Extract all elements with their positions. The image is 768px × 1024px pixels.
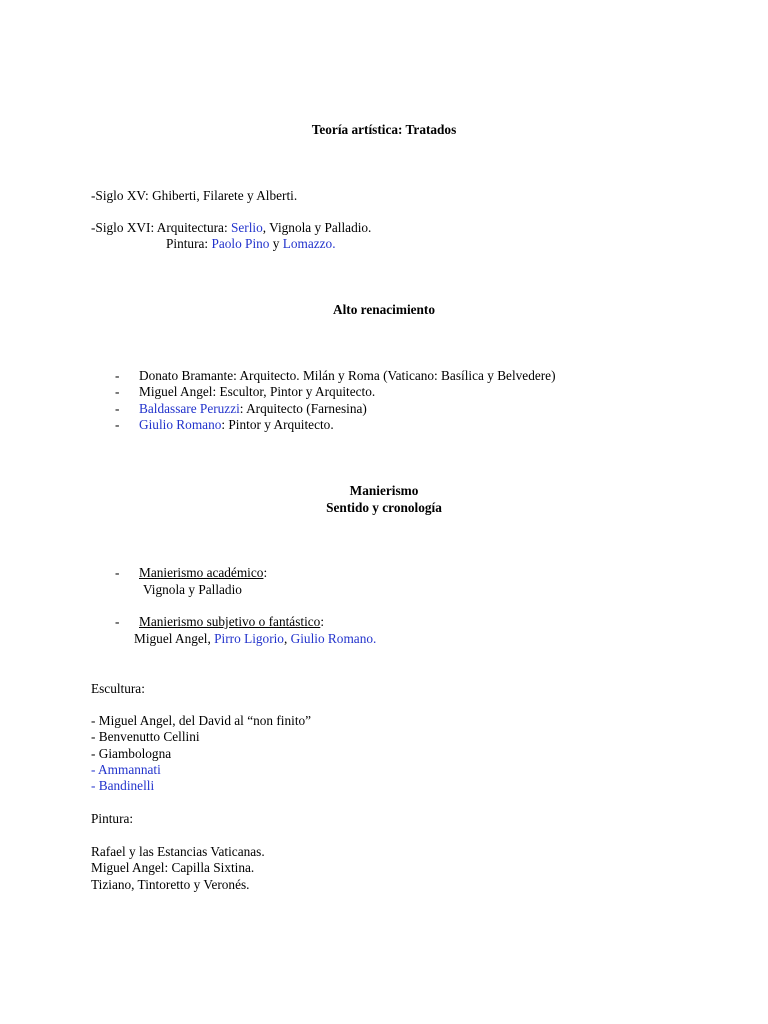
- pintura-heading: Pintura:: [91, 811, 134, 826]
- dash: -: [91, 762, 99, 777]
- bullet-dash: -: [115, 401, 120, 416]
- giulio-romano-desc: : Pintor y Arquitecto.: [221, 417, 334, 432]
- manierismo-academico-label: Manierismo académico: [139, 565, 264, 580]
- escultura-item-cellini: - Benvenutto Cellini: [91, 729, 200, 744]
- ammannati-link: Ammannati: [98, 762, 161, 777]
- pintura-prefix: Pintura:: [166, 236, 212, 251]
- list-item-bramante: Donato Bramante: Arquitecto. Milán y Roma (Vaticano: Basílica y Belvedere): [139, 368, 556, 383]
- escultura-heading: Escultura:: [91, 681, 145, 696]
- pintura-tratados-line: [166, 236, 336, 252]
- dash: -: [91, 778, 99, 793]
- list-item-peruzzi: [139, 401, 367, 417]
- subheading-sentido-cronologia: Sentido y cronología: [326, 500, 442, 515]
- manierismo-subjetivo-label: Manierismo subjetivo o fantástico: [139, 614, 321, 629]
- list-item-manierismo-subjetivo: [139, 614, 324, 630]
- pintura-line-miguel-angel: Miguel Angel: Capilla Sixtina.: [91, 860, 255, 875]
- giulio-romano-link: Giulio Romano: [139, 417, 222, 432]
- bandinelli-link: Bandinelli: [98, 778, 155, 793]
- paolo-pino-link: Paolo Pino: [211, 236, 270, 251]
- pintura-line-tiziano: Tiziano, Tintoretto y Veronés.: [91, 877, 250, 892]
- siglo-xvi-line: [91, 220, 371, 236]
- subjetivo-names: [134, 631, 376, 647]
- escultura-item-bandinelli: [91, 778, 154, 794]
- escultura-item-miguel-angel: - Miguel Angel, del David al “non finito”: [91, 713, 312, 728]
- peruzzi-desc: : Arquitecto (Farnesina): [239, 401, 367, 416]
- y-connector: y: [269, 236, 283, 251]
- siglo-xvi-prefix: -Siglo XVI: Arquitectura:: [91, 220, 231, 235]
- lomazzo-link: Lomazzo: [282, 236, 333, 251]
- list-item-miguel-angel: Miguel Angel: Escultor, Pintor y Arquitecto.: [139, 384, 376, 399]
- colon: :: [320, 614, 325, 629]
- colon: :: [263, 565, 268, 580]
- subjetivo-prefix: Miguel Angel,: [134, 631, 215, 646]
- heading-manierismo: Manierismo: [349, 483, 419, 498]
- escultura-item-ammannati: [91, 762, 161, 778]
- bullet-dash: -: [115, 417, 120, 432]
- escultura-item-giambologna: - Giambologna: [91, 746, 172, 761]
- siglo-xv-line: -Siglo XV: Ghiberti, Filarete y Alberti.: [91, 188, 298, 203]
- comma: ,: [283, 631, 291, 646]
- giulio-romano-link-2: Giulio Romano: [290, 631, 373, 646]
- heading-tratados: Teoría artística: Tratados: [311, 122, 457, 137]
- list-item-manierismo-academico: [139, 565, 267, 581]
- serlio-link: Serlio: [230, 220, 263, 235]
- bullet-dash: -: [115, 368, 120, 383]
- bullet-dash: -: [115, 614, 120, 629]
- pirro-ligorio-link: Pirro Ligorio: [214, 631, 284, 646]
- bullet-dash: -: [115, 384, 120, 399]
- siglo-xvi-rest: , Vignola y Palladio.: [262, 220, 372, 235]
- peruzzi-link: Baldassare Peruzzi: [139, 401, 240, 416]
- academico-names: Vignola y Palladio: [143, 582, 242, 597]
- lomazzo-period: .: [332, 236, 336, 251]
- list-item-giulio-romano: [139, 417, 334, 433]
- period: .: [373, 631, 377, 646]
- heading-alto-renacimiento: Alto renacimiento: [332, 302, 436, 317]
- pintura-line-rafael: Rafael y las Estancias Vaticanas.: [91, 844, 265, 859]
- bullet-dash: -: [115, 565, 120, 580]
